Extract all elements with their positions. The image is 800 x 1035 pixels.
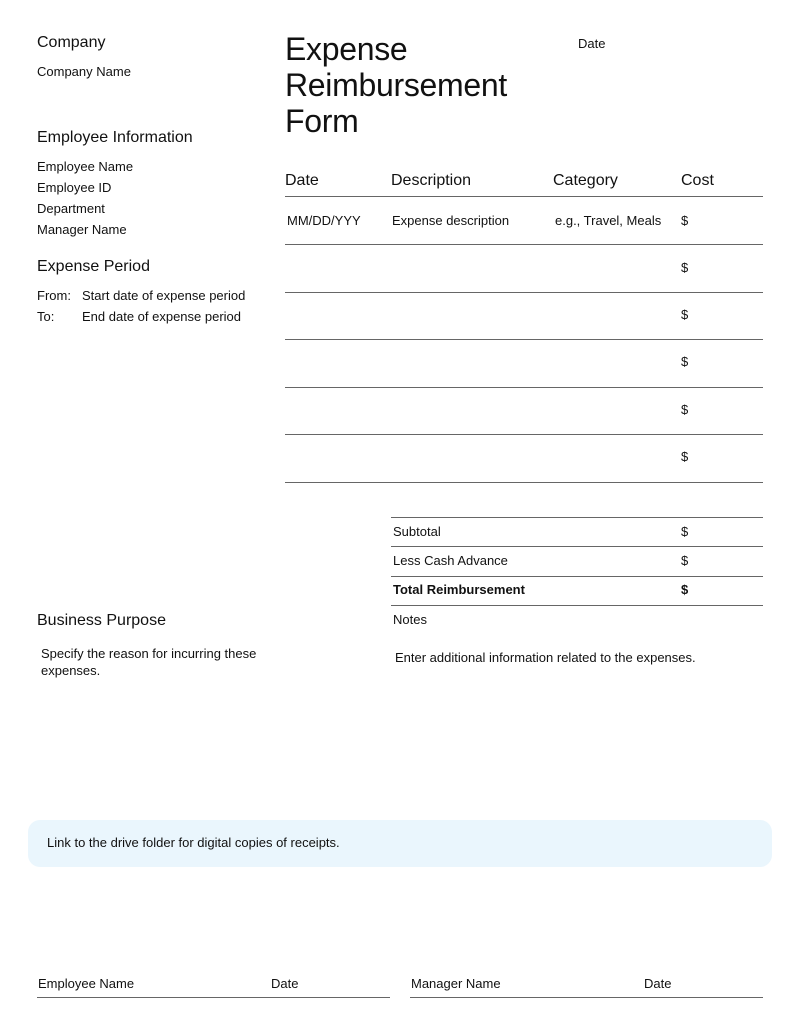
divider — [285, 482, 763, 483]
col-header-cost: Cost — [681, 172, 714, 189]
row-description-field[interactable]: Expense description — [392, 213, 510, 228]
divider — [285, 292, 763, 293]
row-date-field[interactable]: MM/DD/YYY — [287, 213, 361, 228]
purpose-text: expenses. — [41, 663, 101, 678]
title-line: Expense — [285, 31, 408, 67]
subtotal-value[interactable]: $ — [681, 524, 689, 539]
to-label: To: — [37, 309, 55, 324]
col-header-category: Category — [553, 172, 618, 189]
divider — [391, 546, 763, 547]
receipts-link[interactable]: Link to the drive folder for digital copies of receipts. — [47, 835, 340, 850]
notes-field[interactable]: Enter additional information related to the expenses. — [395, 650, 696, 665]
expense-period-heading: Expense Period — [37, 258, 150, 275]
notes-heading: Notes — [393, 612, 427, 627]
subtotal-label: Subtotal — [393, 524, 441, 539]
from-date-field[interactable]: Start date of expense period — [82, 288, 246, 303]
department-field[interactable]: Department — [37, 201, 105, 216]
manager-signature-label: Manager Name — [411, 976, 501, 991]
from-label: From: — [37, 288, 71, 303]
divider — [285, 387, 763, 388]
row-cost-field[interactable]: $ — [681, 402, 689, 417]
col-header-date: Date — [285, 172, 319, 189]
date-field[interactable]: Date — [578, 36, 606, 51]
manager-name-field[interactable]: Manager Name — [37, 222, 127, 237]
employee-date-label: Date — [271, 976, 299, 991]
row-category-field[interactable]: e.g., Travel, Meals — [555, 213, 662, 228]
page-title — [285, 31, 507, 139]
company-name-field[interactable]: Company Name — [37, 64, 131, 79]
employee-signature-label: Employee Name — [38, 976, 135, 991]
col-header-description: Description — [391, 172, 472, 189]
cash-advance-label: Less Cash Advance — [393, 553, 508, 568]
title-line: Reimbursement — [285, 67, 507, 103]
divider — [285, 339, 763, 340]
row-cost-field[interactable]: $ — [681, 354, 689, 369]
employee-signature-line[interactable] — [37, 997, 390, 998]
total-label: Total Reimbursement — [393, 582, 525, 597]
divider — [285, 196, 763, 197]
divider — [285, 434, 763, 435]
company-heading: Company — [37, 34, 106, 51]
total-value[interactable]: $ — [681, 582, 689, 597]
employee-id-field[interactable]: Employee ID — [37, 180, 112, 195]
purpose-text: Specify the reason for incurring these — [41, 646, 257, 661]
divider — [391, 576, 763, 577]
manager-signature-line[interactable] — [410, 997, 763, 998]
employee-info-heading: Employee Information — [37, 129, 193, 146]
business-purpose-heading: Business Purpose — [37, 612, 166, 629]
row-cost-field[interactable]: $ — [681, 260, 689, 275]
manager-date-label: Date — [644, 976, 672, 991]
row-cost-field[interactable]: $ — [681, 213, 689, 228]
row-cost-field[interactable]: $ — [681, 307, 689, 322]
divider — [391, 517, 763, 518]
to-date-field[interactable]: End date of expense period — [82, 309, 242, 324]
cash-advance-value[interactable]: $ — [681, 553, 689, 568]
employee-name-field[interactable]: Employee Name — [37, 159, 134, 174]
divider — [285, 244, 763, 245]
row-cost-field[interactable]: $ — [681, 449, 689, 464]
divider — [391, 605, 763, 606]
title-line: Form — [285, 103, 359, 139]
